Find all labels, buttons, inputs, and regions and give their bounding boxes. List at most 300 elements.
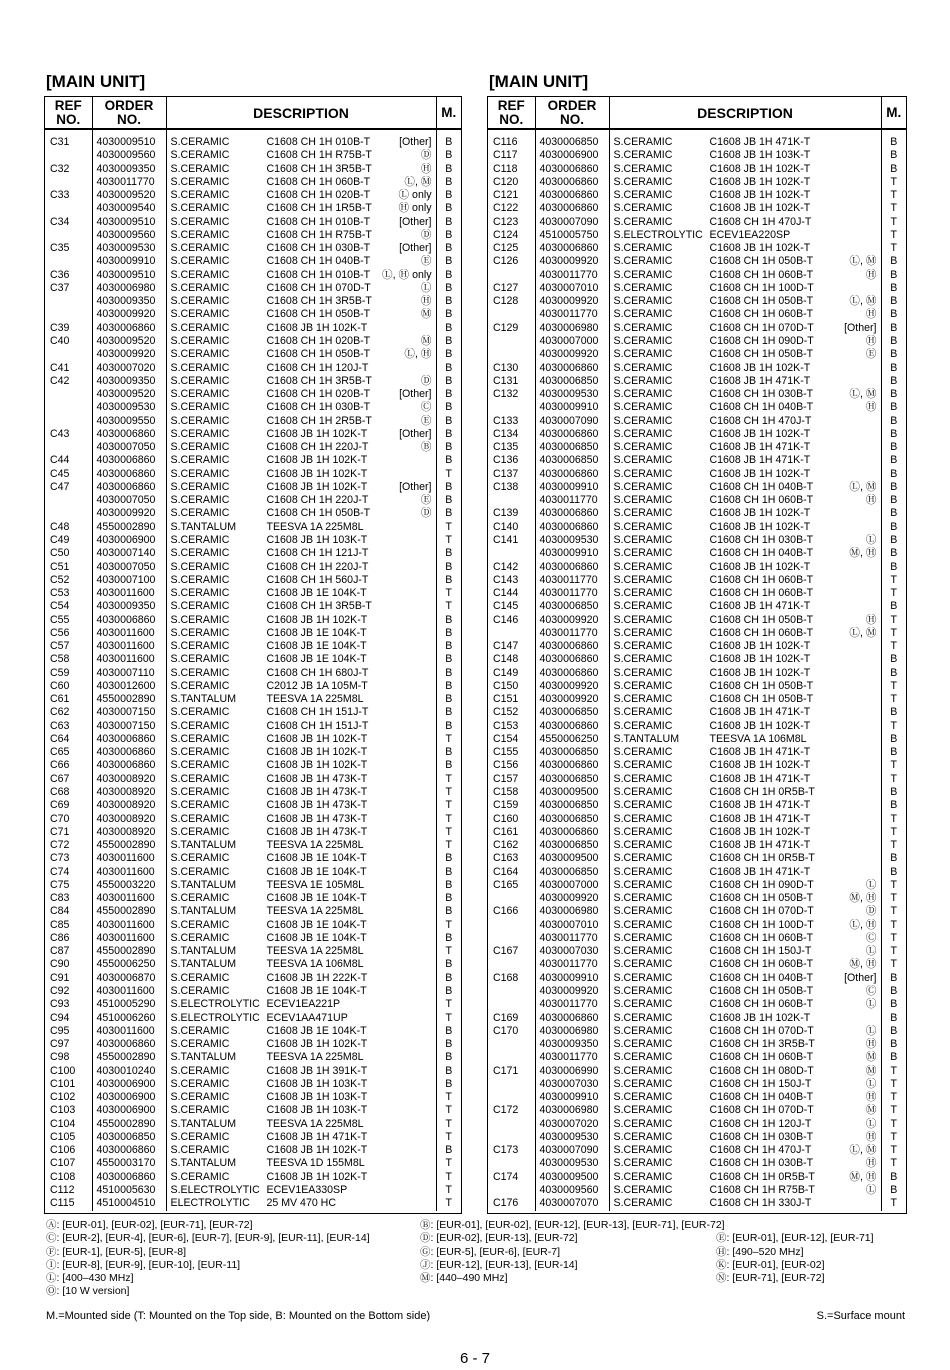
part-spec: C1608 CH 1H 050B-T <box>709 295 814 308</box>
ref-no-cell <box>488 932 535 945</box>
part-type: S.CERAMIC <box>170 242 230 255</box>
ref-no-cell: C40 <box>50 334 70 347</box>
ref-no-cell: C101 <box>50 1077 76 1090</box>
mounted-side-cell: B <box>436 1065 461 1078</box>
table-row <box>488 401 906 414</box>
mounted-side-cell: B <box>881 322 906 335</box>
version-note: [Other] <box>399 388 432 401</box>
table-row <box>488 799 906 812</box>
legend-entry: Ⓛ: [400–430 MHz] <box>46 1272 134 1285</box>
ref-no-cell: C117 <box>493 149 518 162</box>
part-spec: TEESVA 1A 225M8L <box>266 693 364 706</box>
description-cell <box>166 720 436 733</box>
part-spec: C1608 CH 1H 040B-T <box>709 1091 814 1104</box>
part-spec: C1608 CH 1H 120J-T <box>266 361 369 374</box>
ref-no-cell: C86 <box>50 931 70 944</box>
part-type: S.CERAMIC <box>613 772 673 785</box>
part-spec: C1608 JB 1E 104K-T <box>266 918 367 931</box>
ref-no-cell: C156 <box>493 759 519 772</box>
part-type: S.CERAMIC <box>170 666 230 679</box>
part-spec: C1608 CH 1H 040B-T <box>709 480 814 493</box>
table-row <box>488 507 906 520</box>
legend-entry: Ⓗ: [490–520 MHz] <box>716 1245 804 1258</box>
table-row <box>488 481 906 494</box>
ref-no-cell <box>488 1078 535 1091</box>
order-no-cell: 4030006860 <box>92 454 166 467</box>
ref-no-cell: C47 <box>50 480 70 493</box>
ref-no-cell: C162 <box>493 839 519 852</box>
table-row <box>488 335 906 348</box>
part-type: S.CERAMIC <box>170 732 230 745</box>
description-cell <box>609 866 881 879</box>
part-spec: C1608 CH 1H 060B-T <box>709 587 814 600</box>
order-no-cell: 4030011770 <box>92 176 166 189</box>
mounted-side-cell: T <box>881 680 906 693</box>
table-row <box>488 1091 906 1104</box>
ref-no-cell <box>488 269 535 282</box>
description-cell <box>609 295 881 308</box>
order-no-cell: 4030009920 <box>535 680 609 693</box>
description-cell <box>609 547 881 560</box>
description-cell <box>166 1144 436 1157</box>
description-cell <box>166 322 436 335</box>
mounted-side-cell: B <box>881 866 906 879</box>
mounted-side-cell: T <box>881 1091 906 1104</box>
mounted-side-cell: B <box>881 799 906 812</box>
ref-no-cell <box>45 401 92 414</box>
order-no-cell: 4030009530 <box>92 401 166 414</box>
table-row <box>488 269 906 282</box>
version-note: Ⓗ <box>420 162 432 175</box>
table-row <box>488 945 906 958</box>
table-row <box>488 428 906 441</box>
part-spec: C1608 JB 1E 104K-T <box>266 931 367 944</box>
table-row <box>45 998 461 1011</box>
part-spec: C2012 JB 1A 105M-T <box>266 679 368 692</box>
part-spec: C1608 CH 1H 060B-T <box>709 958 814 971</box>
version-note: Ⓒ <box>865 985 877 997</box>
part-type: S.CERAMIC <box>613 1104 673 1117</box>
order-no-cell: 4030009350 <box>92 163 166 176</box>
table-row <box>488 866 906 879</box>
mounted-side-cell: T <box>881 614 906 627</box>
ref-no-cell <box>45 348 92 361</box>
description-cell <box>166 534 436 547</box>
mounted-side-cell: B <box>881 972 906 985</box>
ref-no-cell: C73 <box>50 852 70 865</box>
mounted-side-cell: B <box>436 561 461 574</box>
mounted-side-cell: B <box>436 958 461 971</box>
ref-no-cell: C83 <box>50 892 70 905</box>
table-row <box>45 507 461 520</box>
part-type: S.CERAMIC <box>613 839 673 852</box>
mounted-side-cell: T <box>881 879 906 892</box>
ref-no-cell: C48 <box>50 520 70 533</box>
mounted-side-cell: B <box>436 879 461 892</box>
table-row <box>45 1197 461 1210</box>
part-spec: C1608 CH 1H 060B-T <box>709 998 814 1011</box>
order-no-cell: 4030006860 <box>535 202 609 215</box>
mounted-side-cell: T <box>436 1184 461 1197</box>
version-note: Ⓗ <box>420 295 432 308</box>
table-row <box>45 1118 461 1131</box>
order-no-cell: 4030009910 <box>535 401 609 414</box>
part-spec: C1608 JB 1E 104K-T <box>266 985 367 997</box>
order-no-cell: 4030011600 <box>92 919 166 932</box>
description-cell <box>609 720 881 733</box>
part-spec: C1608 CH 1H 3R5B-T <box>266 162 372 175</box>
description-cell <box>609 1157 881 1170</box>
version-note: [Other] <box>399 480 432 493</box>
ref-no-cell: C98 <box>50 1051 70 1064</box>
part-spec: C1608 CH 1H 220J-T <box>266 441 369 454</box>
part-spec: C1608 JB 1H 103K-T <box>266 533 368 546</box>
part-type: S.CERAMIC <box>613 573 673 586</box>
mounted-side-cell: T <box>881 1144 906 1157</box>
part-type: S.CERAMIC <box>170 268 230 281</box>
table-row <box>488 163 906 176</box>
part-type: S.CERAMIC <box>613 494 673 507</box>
mounted-side-cell: B <box>436 388 461 401</box>
part-spec: C1608 CH 1H 060B-T <box>709 626 814 639</box>
ref-no-cell: C102 <box>50 1091 76 1104</box>
part-spec: C1608 CH 1H 030B-T <box>266 401 371 414</box>
table-row <box>488 587 906 600</box>
order-no-cell: 4030009350 <box>92 600 166 613</box>
description-cell <box>166 1038 436 1051</box>
description-cell <box>609 919 881 932</box>
part-spec: C1608 JB 1H 473K-T <box>266 799 368 812</box>
table-row <box>488 1118 906 1131</box>
part-type: S.CERAMIC <box>170 533 230 546</box>
description-cell <box>166 335 436 348</box>
description-cell <box>166 129 436 149</box>
table-row <box>45 242 461 255</box>
table-row <box>45 852 461 865</box>
mounted-side-cell: T <box>436 1118 461 1131</box>
part-spec: C1608 JB 1H 471K-T <box>709 374 811 387</box>
order-no-cell: 4030009920 <box>535 614 609 627</box>
description-cell <box>166 985 436 998</box>
order-no-cell: 4030006860 <box>535 521 609 534</box>
part-type: S.CERAMIC <box>613 242 673 255</box>
ref-no-cell: C57 <box>50 640 70 653</box>
ref-no-cell <box>488 1038 535 1051</box>
version-note: [Other] <box>399 215 432 228</box>
order-no-cell: 4030006860 <box>535 653 609 666</box>
ref-no-cell <box>488 1118 535 1131</box>
ref-no-cell: C147 <box>493 640 519 653</box>
order-no-cell: 4030009530 <box>92 242 166 255</box>
table-row <box>488 1144 906 1157</box>
ref-no-cell: C65 <box>50 746 70 759</box>
order-no-cell: 4030009350 <box>535 1038 609 1051</box>
table-row <box>488 852 906 865</box>
mounted-side-cell: B <box>881 600 906 613</box>
part-type: S.CERAMIC <box>613 136 673 148</box>
part-type: S.CERAMIC <box>170 971 230 984</box>
mounted-side-cell: T <box>436 534 461 547</box>
part-type: S.CERAMIC <box>170 255 230 268</box>
ref-no-cell <box>488 308 535 321</box>
table-row <box>488 680 906 693</box>
mounted-side-cell: T <box>436 521 461 534</box>
mounted-side-cell: T <box>881 1131 906 1144</box>
part-spec: C1608 CH 1H 151J-T <box>266 706 369 719</box>
part-spec: C1608 JB 1H 471K-T <box>709 839 811 852</box>
part-type: S.CERAMIC <box>613 507 673 520</box>
part-type: S.CERAMIC <box>170 308 230 321</box>
table-row <box>45 348 461 361</box>
order-no-cell: 4030011600 <box>92 852 166 865</box>
table-row <box>488 176 906 189</box>
description-cell <box>609 680 881 693</box>
mounted-side-cell: B <box>881 149 906 162</box>
mounted-side-cell: B <box>881 428 906 441</box>
ref-no-cell: C116 <box>493 136 518 148</box>
mounted-side-cell: B <box>436 494 461 507</box>
description-cell <box>609 1051 881 1064</box>
description-cell <box>166 879 436 892</box>
ref-no-cell: C122 <box>493 202 519 215</box>
mounted-side-cell: B <box>436 1051 461 1064</box>
part-type: S.CERAMIC <box>170 162 230 175</box>
table-row <box>45 335 461 348</box>
part-spec: C1608 JB 1H 102K-T <box>709 666 811 679</box>
order-no-cell: 4030006850 <box>535 746 609 759</box>
order-no-cell: 4030006850 <box>535 813 609 826</box>
ref-no-cell: C61 <box>50 693 70 706</box>
table-row <box>45 454 461 467</box>
ref-no-cell: C32 <box>50 162 70 175</box>
table-row <box>45 574 461 587</box>
table-row <box>488 1051 906 1064</box>
part-spec: C1608 CH 1H R75B-T <box>709 1183 815 1196</box>
description-cell <box>166 428 436 441</box>
ref-no-cell: C69 <box>50 799 70 812</box>
ref-no-cell: C150 <box>493 679 519 692</box>
part-spec: C1608 CH 1H 070D-T <box>709 1024 814 1037</box>
order-no-header: ORDER NO. <box>92 97 166 129</box>
version-note: Ⓛ <box>865 1077 877 1090</box>
order-no-cell: 4030011600 <box>92 1025 166 1038</box>
description-cell <box>609 229 881 242</box>
mounted-side-cell: B <box>881 507 906 520</box>
table-row <box>45 308 461 321</box>
version-note: Ⓜ <box>420 334 432 347</box>
version-note: Ⓜ <box>865 1104 877 1117</box>
description-cell <box>609 985 881 998</box>
order-no-cell: 4030009920 <box>535 985 609 998</box>
part-type: S.ELECTROLYTIC <box>170 998 260 1011</box>
order-no-cell: 4510004510 <box>92 1197 166 1210</box>
mounted-side-header: M. <box>881 97 906 129</box>
order-no-cell: 4030011600 <box>92 866 166 879</box>
ref-no-cell <box>45 388 92 401</box>
mounted-side-cell: B <box>881 998 906 1011</box>
description-cell <box>166 1197 436 1210</box>
legend-entry: Ⓙ: [EUR-12], [EUR-13], [EUR-14] <box>420 1258 578 1271</box>
mounted-side-cell: B <box>881 852 906 865</box>
ref-no-cell: C84 <box>50 905 70 918</box>
description-cell <box>609 348 881 361</box>
table-row <box>488 932 906 945</box>
part-spec: TEESVA 1A 225M8L <box>266 945 364 958</box>
table-row <box>488 534 906 547</box>
ref-no-cell: C93 <box>50 998 70 1011</box>
version-note: Ⓓ <box>865 905 877 918</box>
ref-no-cell <box>488 627 535 640</box>
part-type: S.CERAMIC <box>613 626 673 639</box>
description-cell <box>166 693 436 706</box>
order-no-cell: 4030009920 <box>535 693 609 706</box>
table-row <box>45 149 461 162</box>
order-no-cell: 4030007030 <box>535 1078 609 1091</box>
description-cell <box>166 826 436 839</box>
mounted-side-cell: T <box>436 1012 461 1025</box>
version-note: Ⓗ <box>865 1157 877 1170</box>
table-row <box>488 786 906 799</box>
table-row <box>488 773 906 786</box>
description-cell <box>609 852 881 865</box>
description-cell <box>166 733 436 746</box>
order-no-cell: 4030009920 <box>535 348 609 361</box>
mounted-side-cell: B <box>881 255 906 268</box>
order-no-cell: 4030011600 <box>92 932 166 945</box>
description-cell <box>609 1012 881 1025</box>
description-cell <box>609 521 881 534</box>
order-no-cell: 4030006850 <box>535 375 609 388</box>
version-note: Ⓜ, Ⓗ <box>849 1170 877 1183</box>
description-cell <box>166 786 436 799</box>
description-cell <box>609 255 881 268</box>
part-type: S.CERAMIC <box>613 931 673 944</box>
description-cell <box>609 706 881 719</box>
part-type: S.CERAMIC <box>170 587 230 600</box>
mounted-side-cell: T <box>436 1091 461 1104</box>
mounted-side-cell: B <box>436 415 461 428</box>
version-note: Ⓛ, Ⓗ <box>849 918 877 931</box>
description-cell <box>166 866 436 879</box>
mounted-side-cell: T <box>881 176 906 189</box>
order-no-cell: 4030009500 <box>535 786 609 799</box>
table-row <box>488 693 906 706</box>
legend-entry: Ⓜ: [440–490 MHz] <box>420 1272 508 1285</box>
mounted-side-cell: T <box>881 826 906 839</box>
version-note: Ⓛ, Ⓜ <box>404 175 432 188</box>
ref-no-cell: C153 <box>493 719 519 732</box>
version-note: Ⓛ <box>865 533 877 546</box>
part-spec: 25 MV 470 HC <box>266 1197 336 1210</box>
table-row <box>45 468 461 481</box>
part-spec: C1608 JB 1H 471K-T <box>709 136 811 148</box>
mounted-side-cell: B <box>436 680 461 693</box>
table-row <box>488 600 906 613</box>
part-spec: C1608 JB 1E 104K-T <box>266 653 367 666</box>
description-cell <box>609 375 881 388</box>
table-row <box>488 627 906 640</box>
description-cell <box>609 972 881 985</box>
part-spec: C1608 JB 1H 102K-T <box>709 640 811 653</box>
part-type: S.CERAMIC <box>170 215 230 228</box>
description-cell <box>166 680 436 693</box>
table-row <box>488 919 906 932</box>
description-cell <box>609 1197 881 1210</box>
version-note: [Other] <box>399 242 432 255</box>
part-spec: C1608 JB 1H 103K-T <box>266 1077 368 1090</box>
part-spec: C1608 CH 1H 090D-T <box>709 334 814 347</box>
mounted-side-cell: B <box>436 428 461 441</box>
order-no-cell: 4030009540 <box>92 202 166 215</box>
mounted-side-cell: T <box>436 826 461 839</box>
description-cell <box>166 441 436 454</box>
ref-no-cell: C173 <box>493 1144 519 1157</box>
table-row <box>45 269 461 282</box>
mounted-side-cell: T <box>881 958 906 971</box>
mounted-side-cell: B <box>436 627 461 640</box>
order-no-cell: 4030009910 <box>535 547 609 560</box>
table-row <box>488 1171 906 1184</box>
order-no-cell: 4030006860 <box>92 468 166 481</box>
part-spec: TEESVA 1D 155M8L <box>266 1157 365 1170</box>
version-note: Ⓛ <box>865 1024 877 1037</box>
part-spec: C1608 CH 1H 050B-T <box>709 613 814 626</box>
part-spec: C1608 CH 1H 060B-T <box>709 494 814 507</box>
part-spec: C1608 CH 1H 050B-T <box>709 679 814 692</box>
ref-no-cell: C132 <box>493 388 519 401</box>
table-row <box>488 468 906 481</box>
mounted-side-cell: B <box>881 454 906 467</box>
description-cell <box>166 587 436 600</box>
description-header: DESCRIPTION <box>166 97 436 129</box>
ref-no-cell: C115 <box>50 1197 75 1210</box>
table-row <box>45 322 461 335</box>
part-spec: C1608 CH 1H 2R5B-T <box>266 414 372 427</box>
order-no-cell: 4030006860 <box>535 720 609 733</box>
mounted-side-cell: B <box>881 1038 906 1051</box>
mounted-side-cell: B <box>881 667 906 680</box>
description-cell <box>166 653 436 666</box>
legend-entry: Ⓑ: [EUR-01], [EUR-02], [EUR-12], [EUR-13], [EUR-71], [EUR-72] <box>420 1219 725 1231</box>
ref-no-cell: C64 <box>50 732 70 745</box>
table-row <box>45 255 461 268</box>
part-spec: C1608 JB 1H 102K-T <box>709 162 811 175</box>
version-note: Ⓛ, Ⓜ <box>849 626 877 639</box>
mounted-side-cell: T <box>881 892 906 905</box>
ref-no-cell: C136 <box>493 454 519 467</box>
mounted-side-cell: B <box>436 892 461 905</box>
ref-no-cell: C91 <box>50 971 70 984</box>
part-type: S.CERAMIC <box>613 1197 673 1210</box>
part-type: S.CERAMIC <box>613 878 673 891</box>
part-type: S.ELECTROLYTIC <box>613 228 703 241</box>
part-type: S.CERAMIC <box>613 281 673 294</box>
table-row <box>45 879 461 892</box>
order-no-cell: 4030006860 <box>92 733 166 746</box>
description-cell <box>166 282 436 295</box>
description-cell <box>166 494 436 507</box>
description-cell <box>609 388 881 401</box>
ref-no-cell: C71 <box>50 825 70 838</box>
mounted-side-cell: B <box>436 640 461 653</box>
part-type: S.CERAMIC <box>613 1091 673 1104</box>
description-cell <box>609 627 881 640</box>
table-row <box>45 1157 461 1170</box>
mounted-side-cell: T <box>881 1157 906 1170</box>
mounted-side-cell: B <box>881 348 906 361</box>
description-cell <box>166 149 436 162</box>
description-cell <box>609 587 881 600</box>
